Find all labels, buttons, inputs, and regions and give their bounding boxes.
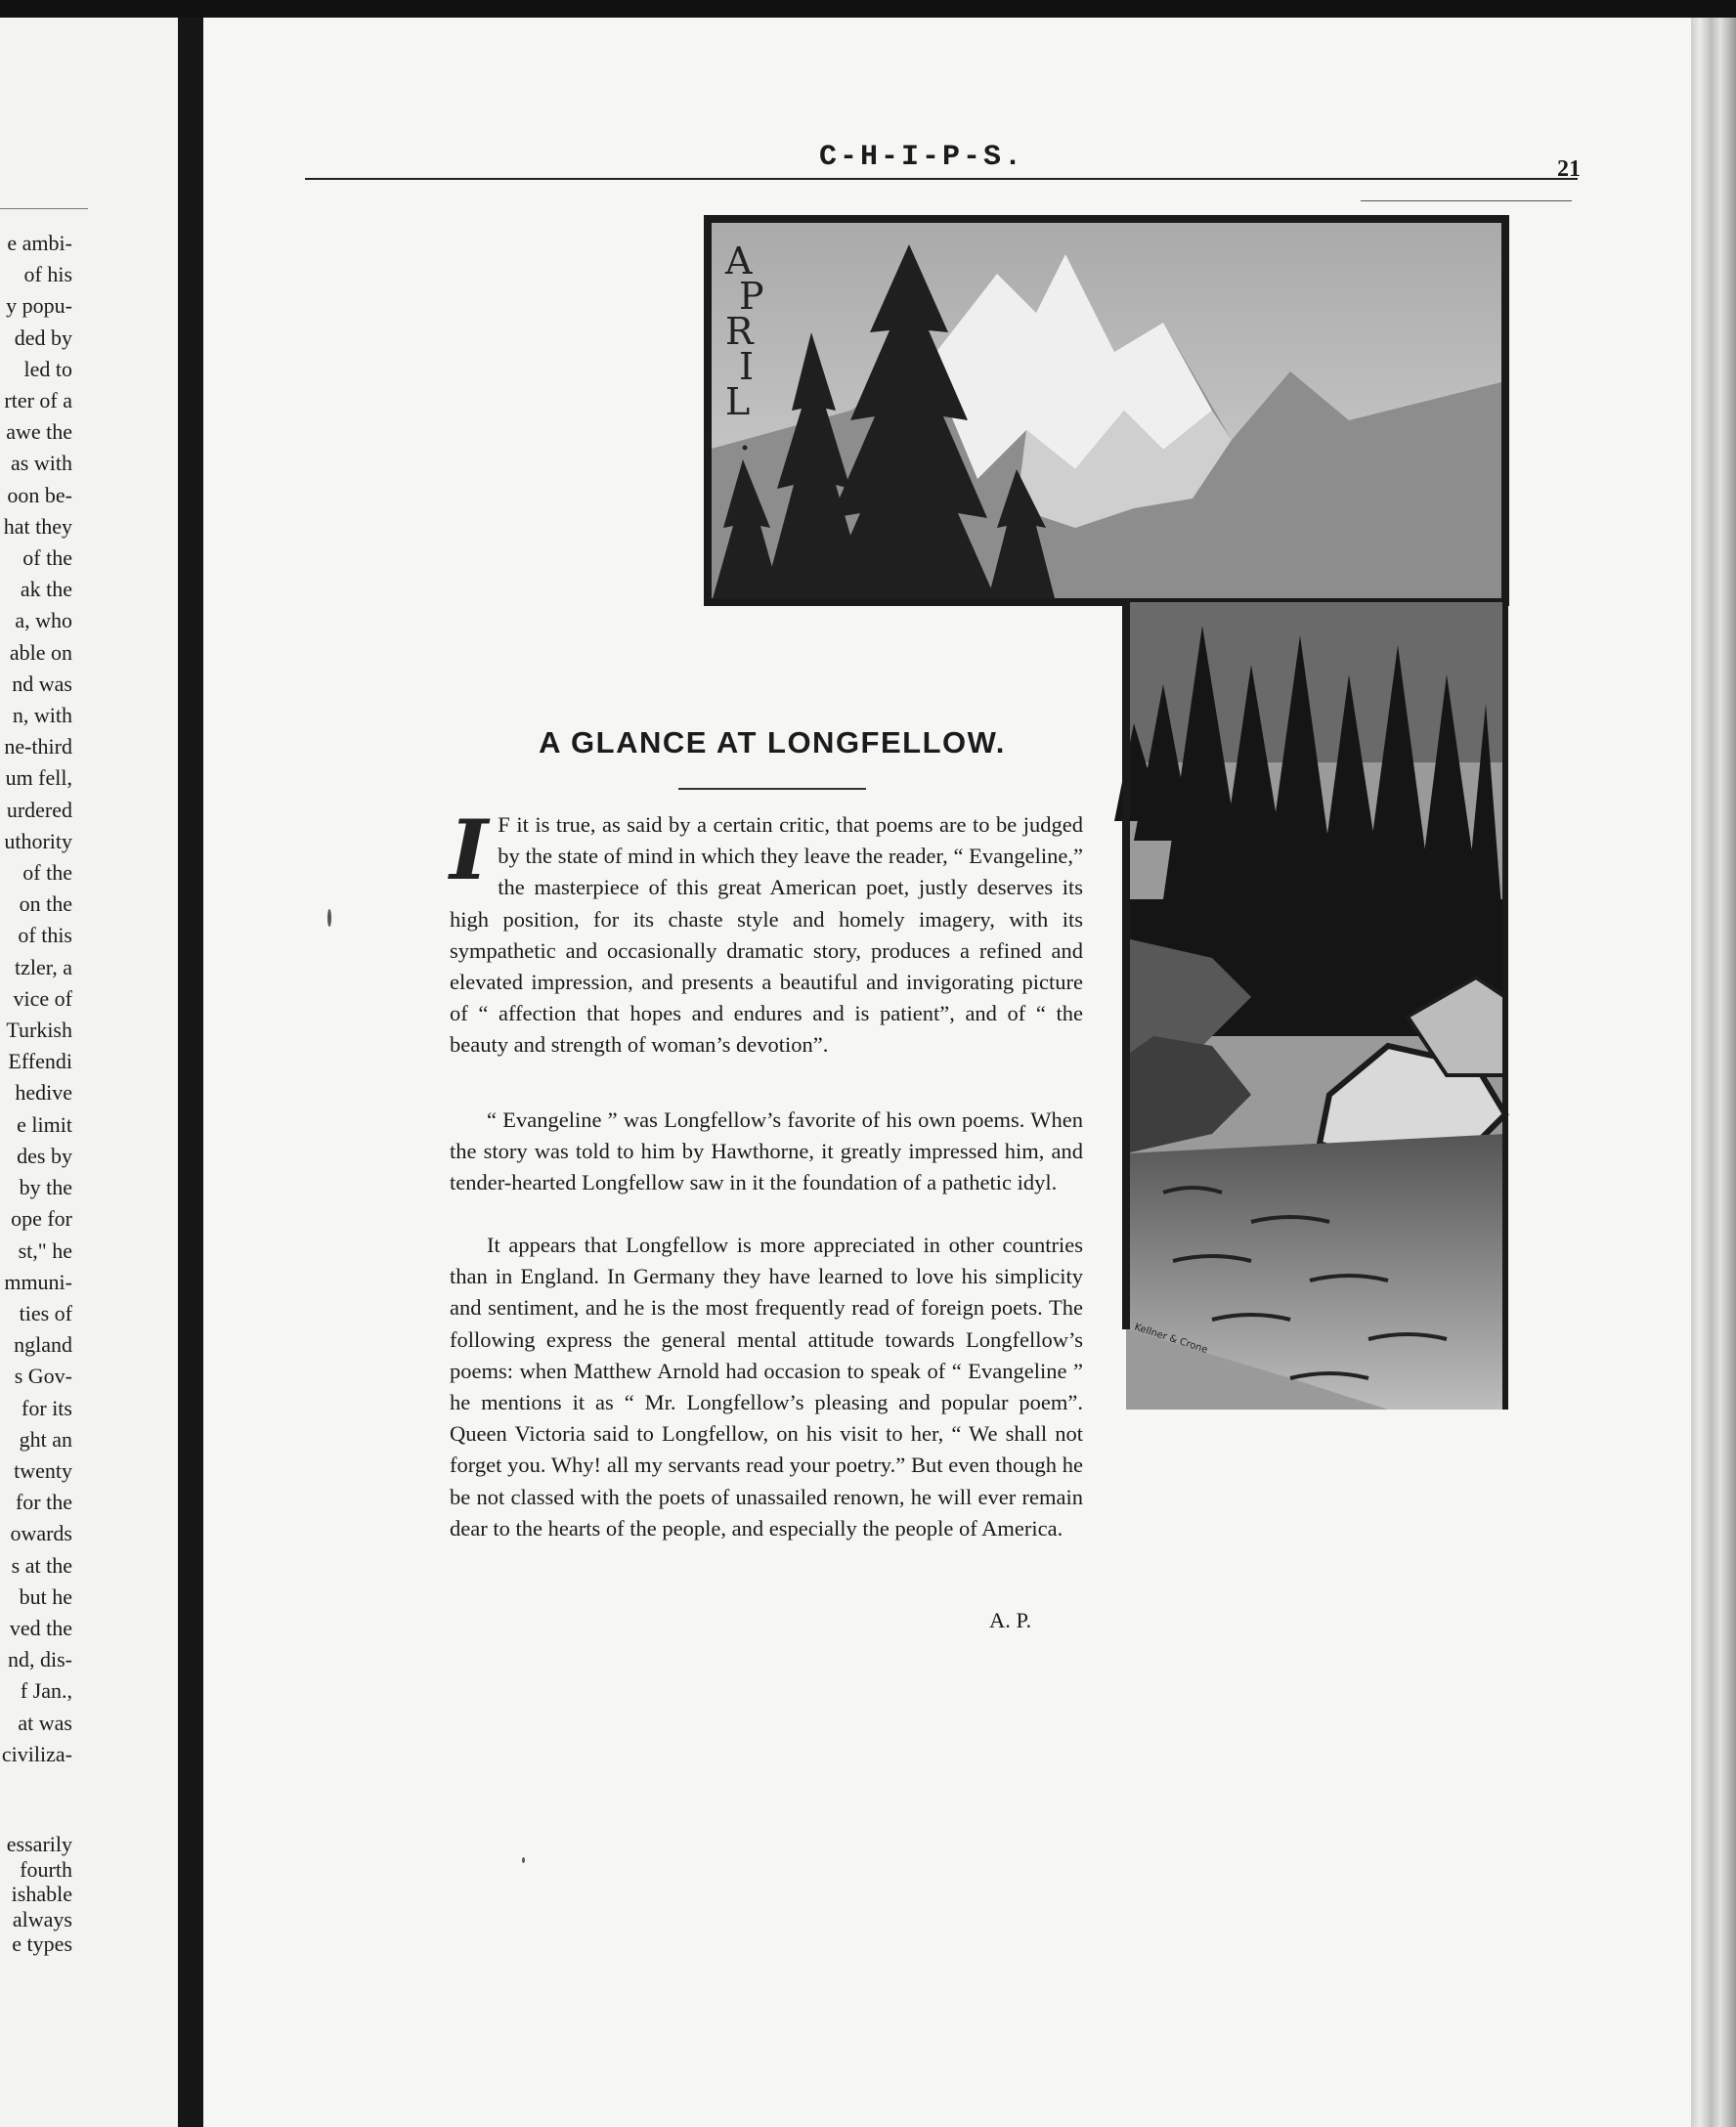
- left-page-line: owards: [10, 1521, 72, 1546]
- left-page-line: ght an: [19, 1426, 72, 1452]
- engraver-credit: Kellner & Crone: [1133, 1322, 1209, 1356]
- left-facing-page: [0, 18, 178, 2127]
- left-page-line: y popu-: [6, 293, 72, 319]
- book-gutter: [178, 18, 203, 2127]
- article-paragraph-2: “ Evangeline ” was Longfellow’s favorite of his own poems. When the story was told to him by Hawthorne, it greatly impressed him, and tender-hearted Longfellow saw in it the foundation of a pathetic idyl.: [450, 1107, 1083, 1195]
- left-page-line: ved the: [9, 1615, 72, 1640]
- left-page-line: f Jan.,: [20, 1678, 72, 1704]
- left-page-line: of the: [22, 860, 72, 886]
- left-page-line: fourth: [20, 1856, 72, 1882]
- left-page-line: civiliza-: [1, 1741, 72, 1766]
- left-page-line: Turkish: [6, 1018, 72, 1043]
- left-page-line: ak the: [20, 577, 72, 602]
- left-page-line: for the: [15, 1490, 72, 1515]
- left-page-line: s at the: [11, 1552, 72, 1578]
- left-page-line: des by: [17, 1143, 72, 1168]
- left-page-line: um fell,: [5, 765, 72, 791]
- left-page-line: hedive: [15, 1080, 72, 1106]
- left-page-line: as with: [11, 451, 72, 476]
- author-signature: A. P.: [989, 1608, 1032, 1632]
- left-page-line: hat they: [3, 513, 72, 539]
- left-page-line: rter of a: [4, 388, 72, 413]
- left-page-line: mmuni-: [4, 1269, 72, 1294]
- left-page-line: nd, dis-: [8, 1647, 72, 1672]
- left-page-text-column-lower: [0, 1832, 72, 1957]
- left-page-line: ngland: [14, 1332, 72, 1358]
- ink-speck: [522, 1857, 525, 1863]
- drop-cap: I: [450, 802, 489, 898]
- left-page-line: at was: [18, 1710, 72, 1735]
- page-edges: [1691, 18, 1736, 2127]
- ink-speck: [327, 909, 331, 927]
- left-page-line: of his: [23, 262, 72, 287]
- left-page-line: always: [12, 1906, 72, 1932]
- left-page-line: ishable: [11, 1882, 72, 1907]
- left-page-line: s Gov-: [14, 1364, 72, 1389]
- header-rule: [305, 178, 1578, 180]
- left-page-line: vice of: [13, 985, 72, 1011]
- left-page-line: ded by: [14, 325, 72, 350]
- left-page-line: by the: [19, 1175, 72, 1200]
- april-caption: A P R I L .: [725, 239, 764, 458]
- left-page-line: but he: [19, 1584, 72, 1609]
- left-page-line: urdered: [6, 797, 72, 822]
- article-paragraph-3: It appears that Longfellow is more appreciated in other countries than in England. In Germany they have learned to love his simplicity and sentiment, and he is the most frequently read of foreign poets. The following express the general mental attitude towards Longfellow’s poems: when Matthew Arnold had occasion to speak of “ Evangeline ” he mentions it as “ Mr. Longfellow’s pleasing and popular poem”. Queen Victoria said to Longfellow, on his visit to her, “ We shall not forget you. Why! all my servants read your poetry.” But even though he be not classed with the poets of unassailed renown, he will ever remain dear to the hearts of the people, and especially the people of America.: [450, 1233, 1083, 1541]
- left-page-line: e types: [12, 1932, 72, 1957]
- left-page-line: ne-third: [4, 734, 72, 760]
- left-page-line: st," he: [18, 1237, 72, 1263]
- running-title: C-H-I-P-S.: [819, 141, 1025, 174]
- left-page-line: able on: [9, 639, 72, 665]
- left-page-line: Effendi: [8, 1049, 72, 1074]
- left-page-line: n, with: [12, 703, 72, 728]
- left-page-line: of the: [22, 545, 72, 571]
- left-page-line: ope for: [11, 1206, 72, 1232]
- paragraph-1-text: F it is true, as said by a certain critic, that poems are to be judged by the state of mind in which they leave the reader, “ Evangeline,” the masterpiece of this great American poet, justly deserves its high position, for its chaste style and homely imagery, with its sympathetic and occasionally dramatic story, produces a refined and elevated impression, and presents a beautiful and invigorating picture of “ affection that hopes and endures and is patient”, and of “ the beauty and strength of woman’s devotion”.: [450, 812, 1083, 1058]
- left-page-line: for its: [22, 1395, 72, 1420]
- left-page-line: led to: [23, 356, 72, 381]
- left-page-line: on the: [19, 891, 72, 917]
- left-page-line: of this: [18, 923, 72, 948]
- page-number: 21: [1557, 156, 1581, 182]
- left-page-line: e ambi-: [7, 231, 72, 255]
- left-page-line: nd was: [12, 671, 72, 696]
- left-page-line: twenty: [14, 1457, 72, 1483]
- scan-top-band: [0, 0, 1736, 18]
- left-page-line: ties of: [19, 1300, 72, 1325]
- left-page-text-column: [0, 228, 72, 1770]
- left-page-line: awe the: [6, 419, 72, 445]
- left-page-line: tzler, a: [15, 954, 72, 979]
- left-page-line: e limit: [17, 1111, 72, 1137]
- left-page-line: oon be-: [7, 482, 72, 507]
- title-rule: [678, 788, 866, 790]
- article-paragraph-1: [450, 802, 1083, 1062]
- left-page-line: uthority: [4, 828, 72, 853]
- article-title: A GLANCE AT LONGFELLOW.: [539, 725, 1006, 760]
- left-page-line: essarily: [6, 1832, 72, 1856]
- left-page-line: a, who: [15, 608, 72, 633]
- left-page-rule: [0, 208, 88, 209]
- header-rule-short: [1361, 200, 1572, 201]
